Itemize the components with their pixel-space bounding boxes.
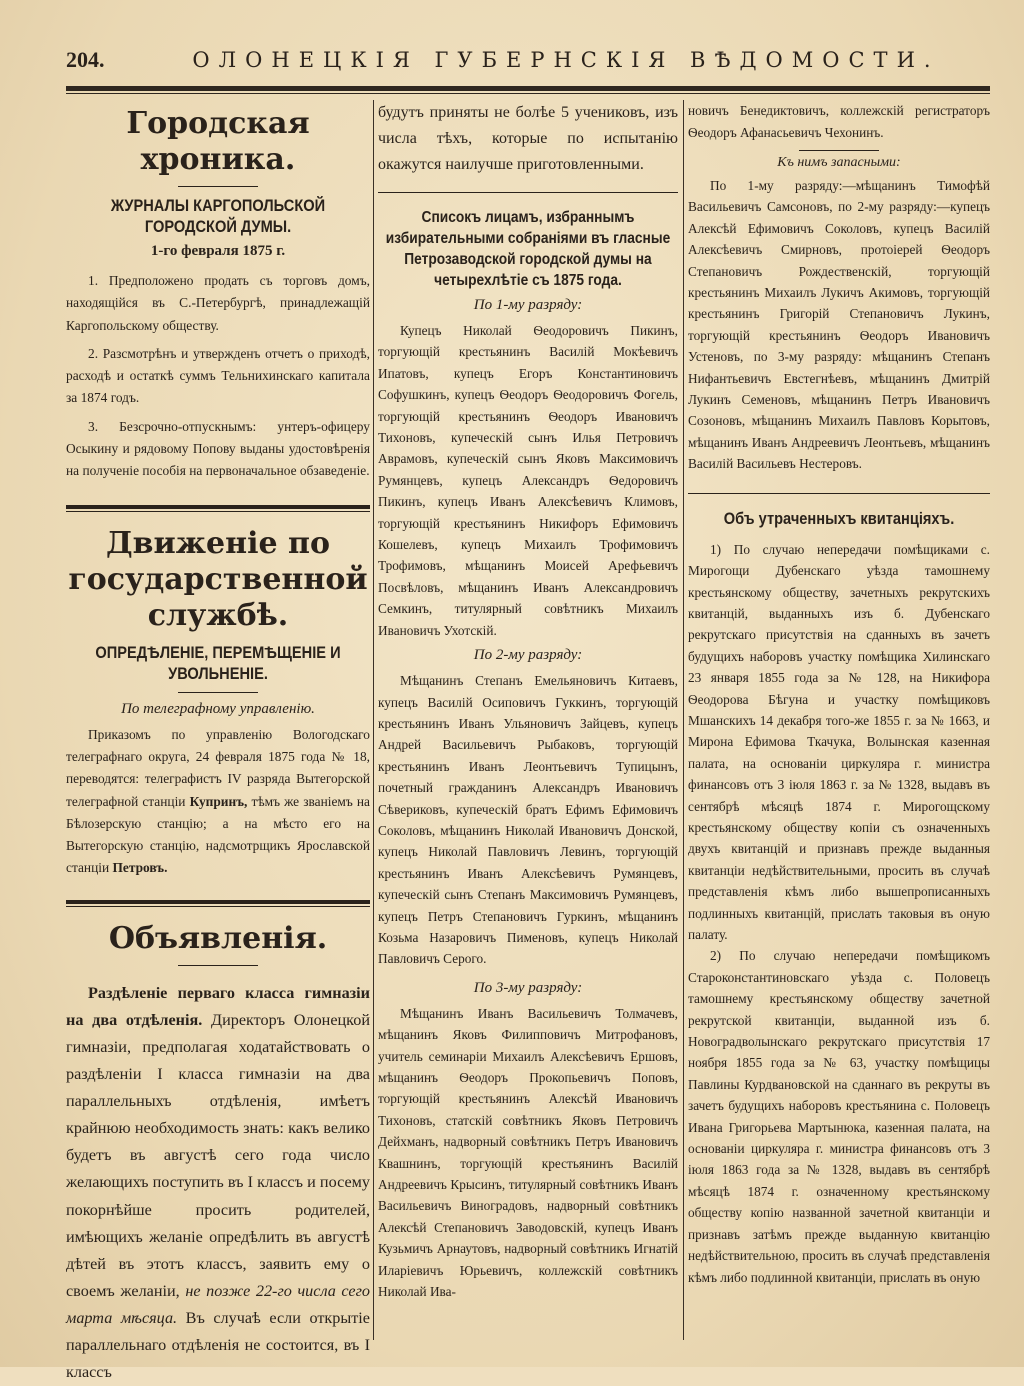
category-2-list: Мѣщанинъ Степанъ Емельяновичъ Китаевъ, купецъ Василій Осиповичъ Гуккинъ, торгующій крестьянинъ Иванъ Ульяновичъ Зайцевъ, купецъ Андрей Васильевичъ Рыбаковъ, торгующій крестьянинъ Иванъ Леонтьевичъ Тупицынъ, почетный гражданинъ Александръ Ивановичъ Сѣвериковъ, купеческій братъ Ефимъ Ефимовичъ Соколовъ, мѣщанинъ Николай Ивановичъ Донской, купецъ Николай Павловичъ Левинъ, торгующій крестьянинъ Иванъ Алексѣевичъ Румянцевъ, купеческій сынъ Степанъ Максимовичъ Румянцевъ, купецъ Петръ Степановичъ Гуркинъ, мѣщанинъ Козьма Назаровичъ Пименовъ, купецъ Николай Павловичъ Серого. bbox=[378, 673, 678, 967]
section-rule bbox=[378, 192, 678, 193]
column-divider bbox=[683, 100, 684, 1340]
column-3 bbox=[688, 100, 990, 1360]
category-1: По 1-му разряду: bbox=[473, 297, 583, 313]
category-2: По 2-му разряду: bbox=[473, 647, 583, 664]
list-continuation: новичъ Бенедиктовичъ, коллежскій регистраторъ Ѳеодоръ Афанасьевичъ Чехонинъ. bbox=[688, 103, 990, 140]
deadline: не позже 22-го числа сего марта мѣсяца. bbox=[66, 1281, 370, 1327]
section-title-announcements: Объявленія. bbox=[108, 920, 328, 956]
kargopol-item-1: 1. Предположено продать съ торговъ домъ, находящійся въ С.-Петербургѣ, принадлежащій Каргопольскому обществу. bbox=[66, 273, 370, 333]
lost-receipt-1: 1) По случаю непередачи помѣщиками с. Мирогощи Дубенскаго уѣзда тамошнему крестьянскому обществу, зачетныхъ рекрутскихъ квитанцій, выданныхъ изъ б. Дубенскаго рекрутскаго присутствія на сданныхъ въ зачетъ будущихъ наборовъ участку помѣщика Хилинскаго 23 января 1855 года за № 128, на Никифора Ѳеодорова Бѣгуна и участку помѣщиковъ Мшанскихъ 14 декабря того-же 1855 г. за № 1663, и Мирона Ефимова Ткачука, Волынская казенная палата, на основаніи циркуляра г. министра финансовъ отъ 3 іюля 1863 г. за № 1328, выдавъ въ сентябрѣ мѣсяцѣ 1874 г. Мирогощскому крестьянскому обществу копіи съ означенныхъ двухъ квитанцій и признавъ прежде выданныя квитанціи недѣйствительными, просить въ случаѣ представленія кѣмъ либо вышепрописанныхъ подлинныхъ квитанцій, прислать таковыя въ оную палату. bbox=[688, 541, 990, 942]
kargopol-item-2: 2. Разсмотрѣнъ и утвержденъ отчетъ о приходѣ, расходѣ и остаткѣ суммъ Тельнихинскаго капитала за 1874 годъ. bbox=[66, 345, 370, 406]
category-3-list: Мѣщанинъ Иванъ Васильевичъ Толмачевъ, мѣщанинъ Яковъ Филипповичъ Митрофановъ, учитель семинаріи Михаилъ Алексѣевичъ Ершовъ, мѣщанинъ Ѳеодоръ Прокопьевичъ Поповъ, торгующій крестьянинъ Алексѣй Ивановичъ Тихоновъ, статскій совѣтникъ Яковъ Петровичъ Дейхманъ, надворный совѣтникъ Петръ Ивановичъ Квашнинъ, торгующій крестьянинъ Василій Андреевичъ Крысинъ, титулярный совѣтникъ Иванъ Васильевичъ Виноградовъ, надворный совѣтникъ Алексѣй Степановичъ Заводовскій, купецъ Иванъ Кузьмичъ Арнаутовъ, надворный совѣтникъ Игнатій Иларіевичъ Юрьевичъ, коллежскій совѣтникъ Николай Ива- bbox=[378, 1005, 678, 1300]
electors-list-heading: Списокъ лицамъ, избраннымъ избирательными собраніями въ гласные Петрозаводской городской думы на четырехлѣтіе съ 1875 года. bbox=[385, 209, 671, 289]
person-name: Купринъ, bbox=[189, 793, 248, 809]
category-3: По 3-му разряду: bbox=[473, 979, 583, 996]
telegraph-category: По телеграфному управленію. bbox=[121, 700, 315, 717]
divider bbox=[178, 186, 258, 187]
gymnasium-announcement: Раздѣленіе перваго класса гимназіи на два отдѣленія. Директоръ Олонецкой гимназіи, предполагая ходатайствовать о раздѣленіи I класса гимназіи на два параллельныхъ отдѣленія, имѣетъ крайнюю необходимость знать: какъ велико будетъ въ августѣ сего года число желающихъ поступить въ I классъ и посему покорнѣйше просить родителей, имѣющихъ желаніе опредѣлить въ августѣ дѣтей въ этотъ классъ, заявить ему о своемъ желаніи, не позже 22-го числа сего марта мѣсяца. Въ случаѣ если открытіе параллельнаго отдѣленія не состоится, въ I классъ bbox=[66, 983, 370, 1382]
column-divider bbox=[373, 100, 374, 1340]
section-title-city-chronicle: Городская хроника. bbox=[126, 106, 310, 177]
category-1-list: Купецъ Николай Ѳеодоровичъ Пикинъ, торгующій крестьянинъ Василій Мокѣевичъ Ипатовъ, купецъ Егоръ Константиновичъ Софушкинъ, купецъ Ѳеодоръ Ѳеодоровичъ Фогель, торгующій крестьянинъ Ѳеодоръ Ивановичъ Тихоновъ, купеческій сынъ Илья Петровичъ Аврамовъ, купеческій сынъ Яковъ Максимовичъ Румянцевъ, купецъ Александръ Ѳедоровичъ Пикинъ, купецъ Иванъ Алексѣевичъ Климовъ, торгующій крестьянинъ Никифоръ Ефимовичъ Кошелевъ, купецъ Михаилъ Трофимовичъ Трофимовъ, мѣщанинъ Моисей Арефьевичъ Посвѣловъ, мѣщанинъ Иванъ Александровичъ Семкинъ, титулярный совѣтникъ Михаилъ Ивановичъ Ухотскій. bbox=[378, 323, 678, 638]
service-subheading: ОПРЕДѢЛЕНІЕ, ПЕРЕМѢЩЕНІЕ И УВОЛЬНЕНІЕ. bbox=[95, 642, 341, 683]
kargopol-date: 1-го февраля 1875 г. bbox=[150, 243, 286, 259]
header-rule-thin bbox=[66, 93, 990, 94]
lost-receipt-2: 2) По случаю непередачи помѣщикомъ Староконстантиновскаго уѣзда с. Половецъ тамошнему крестьянскому обществу зачетной рекрутской квитанціи, выданной изъ б. Новоградволынскаго рекрутскаго присутствія 17 ноября 1855 года за № 63, участку помѣщицы Павлины Курдвановской на сданнаго въ рекруты въ зачетъ будущихъ наборовъ крестьянина с. Половецъ Ивана Григорьева Мартынюка, казенная палата, на основаніи циркуляра г. министра финансовъ отъ 3 іюля 1863 года за № 1328, выдавъ въ сентябрѣ мѣсяцѣ 1874 г. означенному крестьянскому обществу копію названной зачетной квитанціи и признавъ затѣмъ прежде выданную квитанцію недѣйствительною, просить въ случаѣ представленія кѣмъ либо подлинной квитанціи, прислать въ оную bbox=[688, 948, 990, 1285]
section-rule-thin bbox=[66, 511, 370, 512]
newspaper-title: ОЛОНЕЦКІЯ ГУБЕРНСКІЯ ВѢДОМОСТИ. bbox=[192, 48, 940, 72]
divider bbox=[799, 150, 879, 151]
section-rule bbox=[66, 900, 370, 904]
section-rule bbox=[66, 505, 370, 509]
section-rule bbox=[688, 493, 990, 494]
divider bbox=[178, 692, 258, 693]
person-name: Петровъ. bbox=[112, 860, 168, 876]
divider bbox=[178, 965, 258, 966]
section-title-state-service: Движеніе по государственной службѣ. bbox=[68, 525, 368, 633]
reserve-category: Къ нимъ запасными: bbox=[777, 155, 901, 170]
kargopol-item-3: 3. Безсрочно-отпускнымъ: унтеръ-офицеру Осыкину и рядовому Попову выданы удостовѣренія на полученіе пособія на первоначальное обзаведеніе. bbox=[66, 418, 370, 479]
column-2 bbox=[378, 100, 678, 1360]
lost-receipts-heading: Объ утраченныхъ квитанціяхъ. bbox=[723, 508, 955, 528]
kargopol-duma-heading: ЖУРНАЛЫ КАРГОПОЛЬСКОЙ ГОРОДСКОЙ ДУМЫ. bbox=[110, 196, 326, 236]
section-rule-thin bbox=[66, 906, 370, 907]
header-rule bbox=[66, 86, 990, 91]
column-1 bbox=[66, 100, 370, 1382]
announcement-continuation: будутъ приняты не болѣе 5 учениковъ, изъ числа тѣхъ, которые по испытанію окажутся наилучше приготовленными. bbox=[378, 104, 678, 173]
telegraph-order: Приказомъ по управленію Вологодскаго телеграфнаго округа, 24 февраля 1875 года № 18, переводятся: телеграфистъ IV разряда Вытегорской телеграфной станціи Купринъ, тѣмъ же званіемъ на Бѣлозерскую станцію; а на мѣсто его на Вытегорскую станцію, надсмотрщикъ Ярославской станціи Петровъ. bbox=[66, 726, 370, 876]
page-header bbox=[66, 44, 996, 76]
page-number: 204. bbox=[66, 47, 105, 72]
reserve-list: По 1-му разряду:—мѣщанинъ Тимофѣй Васильевичъ Самсоновъ, по 2-му разряду:—купецъ Алексѣй Ефимовичъ Соколовъ, купецъ Василій Алексѣевичъ Смирновъ, протоіерей Ѳеодоръ Степановичъ Рождественскій, торгующій крестьянинъ Михаилъ Лукичъ Акимовъ, торгующій крестьянинъ Григорій Степановичъ Лукинъ, торгующій крестьянинъ Ѳеодоръ Ивановичъ Устеновъ, по 3-му разряду: мѣщанинъ Степанъ Нифантьевичъ Евстегнѣевъ, мѣщанинъ Дмитрій Лукинъ Семеновъ, мѣщанинъ Петръ Ивановичъ Созоновъ, мѣщанинъ Михаилъ Павловъ Корытовъ, мѣщанинъ Иванъ Андреевичъ Леонтьевъ, мѣщанинъ Василій Васильевъ Нестеровъ. bbox=[688, 178, 990, 472]
announcement-title: Раздѣленіе перваго класса гимназіи на два отдѣленія. bbox=[66, 983, 370, 1029]
